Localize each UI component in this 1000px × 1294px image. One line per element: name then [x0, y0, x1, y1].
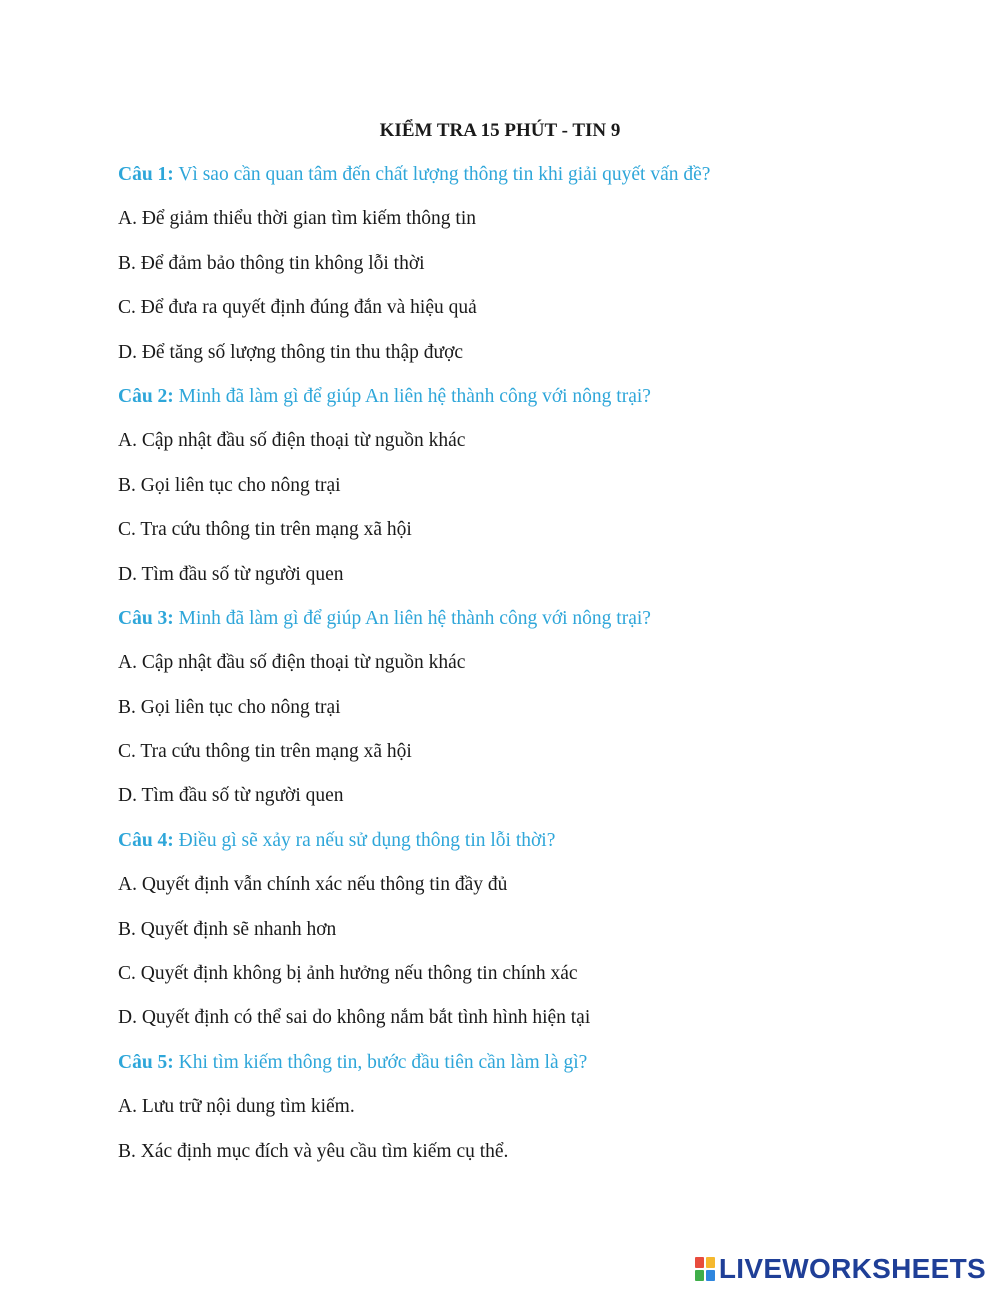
- question-5-option-b: B. Xác định mục đích và yêu cầu tìm kiếm cụ thể.: [118, 1140, 509, 1162]
- question-list: [118, 161, 958, 1182]
- logo-tile: [706, 1257, 715, 1268]
- question-label: Câu 2:: [118, 385, 174, 407]
- question-4-option-c: C. Quyết định không bị ảnh hưởng nếu thông tin chính xác: [118, 963, 578, 985]
- question-3: [118, 605, 958, 649]
- question-3-option-d: D. Tìm đầu số từ người quen: [118, 785, 344, 807]
- question-2-option-c: C. Tra cứu thông tin trên mạng xã hội: [118, 519, 412, 541]
- question-1-option-d: D. Để tăng số lượng thông tin thu thập được: [118, 341, 464, 363]
- question-2: [118, 383, 958, 427]
- watermark-text: LIVEWORKSHEETS: [718, 1253, 986, 1284]
- question-5: [118, 1049, 958, 1093]
- question-3-option-b: B. Gọi liên tục cho nông trại: [118, 696, 341, 718]
- question-5-option-a: A. Lưu trữ nội dung tìm kiếm.: [118, 1096, 355, 1118]
- question-label: Câu 5:: [118, 1051, 174, 1073]
- question-4-option-b: B. Quyết định sẽ nhanh hơn: [118, 918, 337, 940]
- question-4-option-d: D. Quyết định có thể sai do không nắm bắt tình hình hiện tại: [118, 1007, 591, 1029]
- question-1-option-b: B. Để đảm bảo thông tin không lỗi thời: [118, 252, 425, 274]
- question-1-option-a: A. Để giảm thiểu thời gian tìm kiếm thông tin: [118, 208, 477, 230]
- question-3-option-c: C. Tra cứu thông tin trên mạng xã hội: [118, 741, 412, 763]
- logo-tile: [695, 1270, 704, 1281]
- question-2-option-d: D. Tìm đầu số từ người quen: [118, 563, 344, 585]
- question-4: [118, 827, 958, 871]
- question-text: Khi tìm kiếm thông tin, bước đầu tiên cần làm là gì?: [178, 1051, 588, 1073]
- question-text: Điều gì sẽ xảy ra nếu sử dụng thông tin lỗi thời?: [178, 829, 556, 851]
- question-1: [118, 161, 958, 205]
- question-text: Minh đã làm gì để giúp An liên hệ thành công với nông trại?: [178, 385, 651, 407]
- page-title: KIỂM TRA 15 PHÚT - TIN 9: [379, 120, 621, 141]
- question-2-option-b: B. Gọi liên tục cho nông trại: [118, 474, 341, 496]
- logo-tile: [695, 1257, 704, 1268]
- question-4-option-a: A. Quyết định vẫn chính xác nếu thông tin đầy đủ: [118, 874, 508, 896]
- question-2-option-a: A. Cập nhật đầu số điện thoại từ nguồn khác: [118, 430, 466, 452]
- question-label: Câu 3:: [118, 607, 174, 629]
- question-text: Vì sao cần quan tâm đến chất lượng thông tin khi giải quyết vấn đề?: [178, 164, 711, 185]
- liveworksheets-logo-icon: [695, 1257, 715, 1281]
- question-label: Câu 1:: [118, 164, 174, 185]
- question-3-option-a: A. Cập nhật đầu số điện thoại từ nguồn khác: [118, 652, 466, 674]
- question-text: Minh đã làm gì để giúp An liên hệ thành công với nông trại?: [178, 607, 651, 629]
- logo-tile: [706, 1270, 715, 1281]
- liveworksheets-watermark: [695, 1254, 986, 1284]
- question-label: Câu 4:: [118, 829, 174, 851]
- question-1-option-c: C. Để đưa ra quyết định đúng đắn và hiệu quả: [118, 297, 477, 319]
